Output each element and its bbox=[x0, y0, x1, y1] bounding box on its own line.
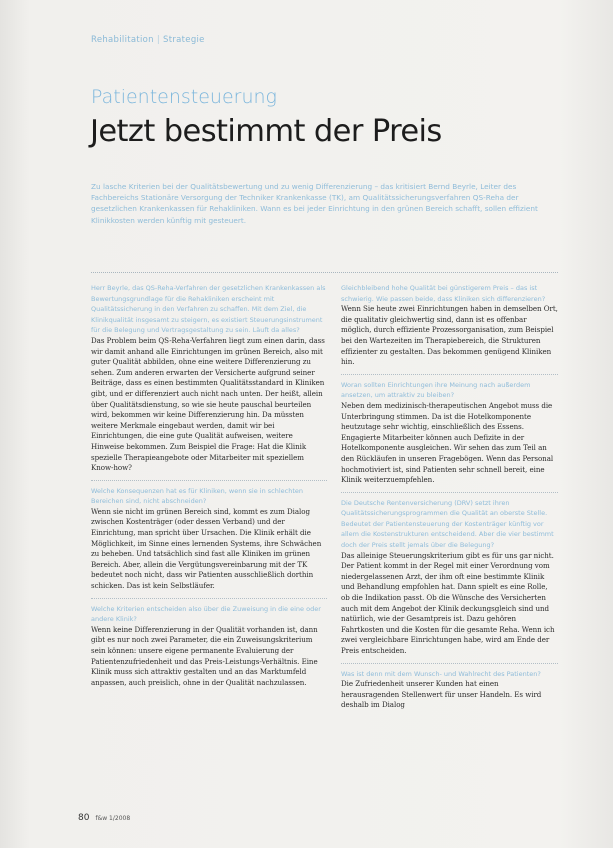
question: Gleichbleibend hohe Qualität bei günstigerem Preis – das ist schwierig. Wie passen beide, dass Kliniken sich differenzieren? bbox=[341, 284, 546, 303]
kicker-title: Patientensteuerung bbox=[91, 86, 277, 108]
subsection-name: Strategie bbox=[163, 35, 205, 45]
question: Herr Beyrle, das QS-Reha-Verfahren der gesetzlichen Krankenkassen als Bewertungsgrundlage für die Rehakliniken erscheint mit Qualitätssicherung in den Verfahren zu schaffen. Mit dem Ziel, die Klinikqualität insgesamt zu steigern, es existiert Steuerungsinstrument für die Belegung und Vertragsgestaltung zu sein. Läuft da alles? bbox=[91, 284, 326, 335]
divider bbox=[91, 480, 327, 481]
answer: Wenn keine Differenzierung in der Qualität vorhanden ist, dann gibt es nur noch zwei Parameter, die ein Zuweisungskriterium sein können: unsere eigene permanente Evaluierung der Patientenzufriedenheit und das Preis-Leistungs-Verhältnis. Eine Klinik muss sich attraktiv gestalten und an das Marktumfeld anpassen, auch preislich, ohne in der Qualität nachzulassen. bbox=[91, 624, 318, 687]
question: Die Deutsche Rentenversicherung (DRV) setzt ihren Qualitätssicherungsprogrammen die Qualität an oberste Stelle. Bedeutet der Patientensteuerung der Kostenträger künftig vor allem die Kostenstrukturen entscheidend. Aber die vier bestimmt doch der Preis stellt jemals über die Belegung? bbox=[341, 498, 554, 550]
question: Woran sollten Einrichtungen ihre Meinung nach außerdem ansetzen, um attraktiv zu bleiben? bbox=[341, 380, 531, 400]
page-number: 80 bbox=[78, 813, 90, 823]
column-left bbox=[91, 283, 327, 694]
answer: Wenn Sie heute zwei Einrichtungen haben in demselben Ort, die qualitativ gleichwertig sind, dann ist es offenbar möglich, durch effiziente Prozessorganisation, zum Beispiel bei den Wartezeiten im Therapiebereich, die Strukturen effizienter zu gestalten. Das bekommen genügend Kliniken hin. bbox=[341, 304, 558, 367]
section-name: Rehabilitation bbox=[91, 35, 154, 45]
headline: Jetzt bestimmt der Preis bbox=[90, 114, 442, 149]
intro-paragraph: Zu lasche Kriterien bei der Qualitätsbewertung und zu wenig Differenzierung – das kritisiert Bernd Beyrle, Leiter des Fachbereichs Stationäre Versorgung der Techniker Krankenkasse (TK), am Qualitätssicherungsverfahren QS-Reha der gesetzlichen Krankenkassen für Rehakliniken. Wann es bei jeder Einrichtung in den grünen Bereich schafft, sollen effizient Klinikkosten werden künftig mit gesteuert. bbox=[91, 182, 538, 225]
section-label bbox=[91, 35, 205, 45]
issue-label: f&w 1/2008 bbox=[95, 815, 131, 822]
divider bbox=[341, 492, 558, 493]
answer: Das Problem beim QS-Reha-Verfahren liegt zum einen darin, dass wir damit anhand alle Einrichtungen im grünen Bereich, also mit guter Qualität abbilden, ohne eine weitere Differenzierung zu sehen. Zum anderen erwarten der Versicherte aufgrund seiner Beiträge, dass es einen bestimmten Qualitätsstandard in Kliniken gibt, und er differenziert auch nicht nach unten. Der heißt, allein über Qualitätsdienstung, so wie sie heute pauschal beurteilen wird, bekommen wir keine Differenzierung hin. Da müssten weitere Merkmale eingebaut werden, damit wir bei Einrichtungen, die eine gute Qualität aufweisen, weitere Hinweise bekommen. Zum Beispiel die Frage: Hat die Klinik spezielle Therapieangebote oder Mitarbeiter mit speziellem Know-how? bbox=[91, 335, 325, 473]
page-footer bbox=[78, 813, 130, 823]
column-right bbox=[341, 283, 558, 717]
divider bbox=[341, 663, 558, 664]
divider bbox=[341, 374, 558, 375]
answer: Das alleinige Steuerungskriterium gibt es für uns gar nicht. Der Patient kommt in der Regel mit einer Verordnung vom niedergelassenen Arzt, der ihm oft eine bestimmte Klinik und Behandlung empfohlen hat. Dann spielt es eine Rolle, ob die Indikation passt. Ob die Wünsche des Versicherten auch mit dem Angebot der Klinik deckungsgleich sind und natürlich, wie der Gesamtpreis ist. Dazu gehören Fahrtkosten und die Kosten für die gesamte Reha. Wenn ich zwei vergleichbare Einrichtungen habe, wird am Ende der Preis entscheiden. bbox=[341, 550, 555, 655]
question: Welche Kriterien entscheiden also über die Zuweisung in die eine oder andere Klinik? bbox=[91, 604, 321, 624]
answer: Wenn sie nicht im grünen Bereich sind, kommt es zum Dialog zwischen Kostenträger (oder dessen Verband) und der Einrichtung, man spricht über Ursachen. Die Klinik erhält die Möglichkeit, im Sinne eines lernenden Systems, ihre Schwächen zu beheben. Und tatsächlich sind fast alle Kliniken im grünen Bereich. Aber, allein die Vergütungsvereinbarung mit der TK bedeutet noch nicht, dass wir Patienten ausschließlich dorthin schicken. Das ist kein Selbstläufer. bbox=[91, 506, 322, 591]
question: Was ist denn mit dem Wunsch- und Wahlrecht des Patienten? bbox=[341, 669, 541, 678]
answer: Die Zufriedenheit unserer Kunden hat einen herausragenden Stellenwert für unser Handeln. Es wird deshalb im Dialog bbox=[341, 679, 542, 710]
section-separator: | bbox=[156, 35, 161, 45]
question: Welche Konsequenzen hat es für Kliniken, wenn sie in schlechten Bereichen sind, nicht abschneiden? bbox=[91, 486, 304, 506]
divider bbox=[91, 598, 327, 599]
divider-top bbox=[91, 272, 558, 273]
answer: Neben dem medizinisch-therapeutischen Angebot muss die Unterbringung stimmen. Da ist die Hotelkomponente heutzutage sehr wichtig, einschließlich des Essens. Engagierte Mitarbeiter können auch Defizite in der Hotelkomponente ausgleichen. Wir sehen das zum Teil an den Rückläufen in unseren Fragebögen. Wenn das Personal hochmotiviert ist, sind Patienten sehr schnell bereit, eine Klinik weiterzuempfehlen. bbox=[341, 400, 554, 485]
